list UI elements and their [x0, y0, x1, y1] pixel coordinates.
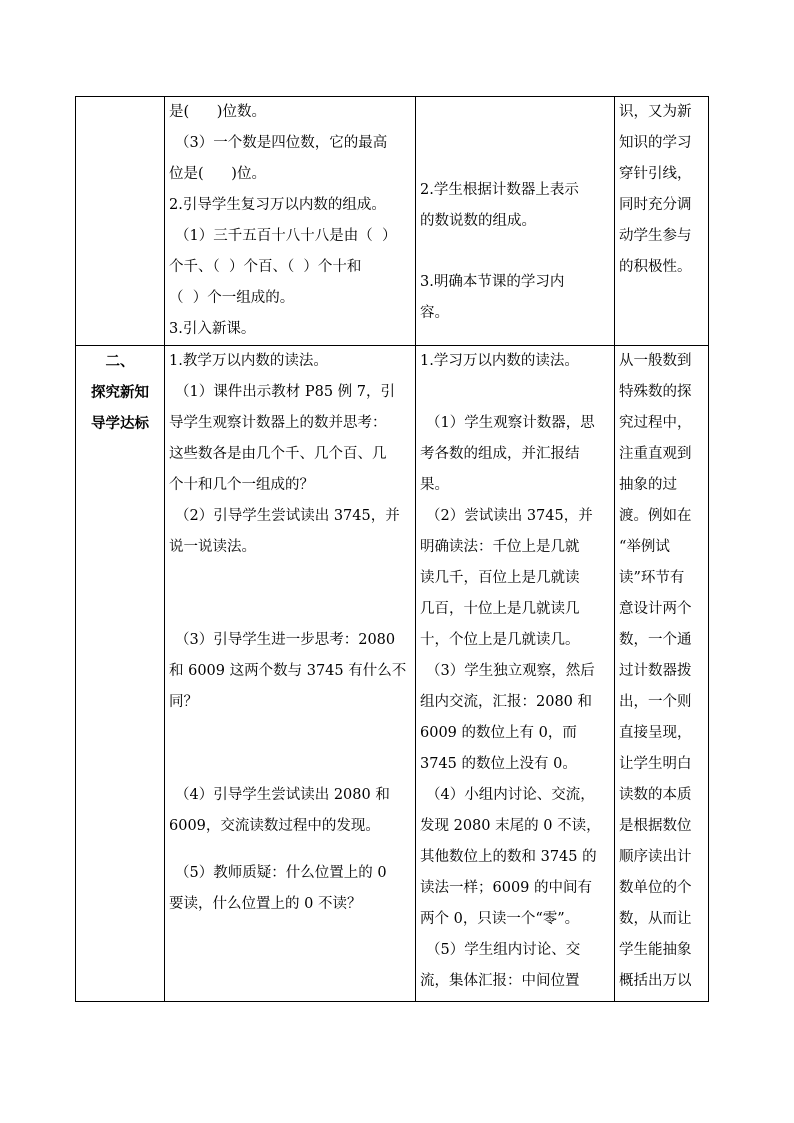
- text-line: （2）尝试读出 3745，并: [426, 508, 593, 524]
- text-line: 数单位的个: [619, 880, 692, 896]
- text-line: 读几千，百位上是几就读: [420, 570, 580, 586]
- stage-cell: [76, 346, 165, 1002]
- text-line: （5）学生组内讨论、交: [426, 942, 581, 958]
- text-line: 说一说读法。: [169, 539, 256, 555]
- text-line: 注重直观到: [619, 446, 692, 462]
- text-line: 6009，交流读数过程中的发现。: [169, 818, 380, 834]
- text-line: 十，个位上是几就读几。: [420, 632, 580, 648]
- text-line: 3.明确本节课的学习内: [420, 274, 565, 290]
- text-line: 要读，什么位置上的 0 不读？: [169, 896, 362, 912]
- text-line: 概括出万以: [619, 973, 692, 989]
- text-line: 果。: [420, 477, 449, 493]
- text-line: 渡。例如在: [619, 508, 692, 524]
- text-line: 读”环节有: [619, 570, 685, 586]
- text-line: 个千、（ ）个百、（ ）个十和: [169, 259, 362, 275]
- text-line: 组内交流，汇报：2080 和: [420, 694, 593, 710]
- text-line: 6009 的数位上有 0，而: [420, 725, 577, 741]
- student-activity-cell: [416, 97, 615, 346]
- stage-number: 二、: [105, 353, 135, 370]
- text-line: 2.学生根据计数器上表示: [420, 182, 579, 198]
- student-activity-cell: [416, 346, 615, 1002]
- text-line: 1.教学万以内数的读法。: [169, 353, 328, 369]
- text-line: 动学生参与: [619, 228, 692, 244]
- teacher-activity-cell: [165, 346, 416, 1002]
- text-line: 过计数器拨: [619, 663, 692, 679]
- text-line: 1.学习万以内数的读法。: [420, 353, 579, 369]
- text-line: （3）学生独立观察，然后: [426, 663, 595, 679]
- text-line: （ ）个一组成的。: [169, 290, 295, 306]
- text-line: 是( )位数。: [169, 104, 266, 120]
- text-line: 2.引导学生复习万以内数的组成。: [169, 197, 386, 213]
- text-line: 发现 2080 末尾的 0 不读，: [420, 818, 601, 834]
- design-intent-cell: [615, 97, 709, 346]
- text-line: 3745 的数位上没有 0。: [420, 756, 577, 772]
- text-line: 读数的本质: [619, 787, 692, 803]
- stage-title-line: 探究新知: [91, 384, 149, 401]
- text-line: 学生能抽象: [619, 942, 692, 958]
- text-line: 顺序读出计: [619, 849, 692, 865]
- text-line: （2）引导学生尝试读出 3745，并: [175, 508, 400, 524]
- text-line: （1）课件出示教材 P85 例 7，引: [175, 384, 395, 400]
- text-line: 数，从而让: [619, 911, 692, 927]
- stage-title-line: 导学达标: [91, 415, 149, 432]
- text-line: 抽象的过: [619, 477, 677, 493]
- text-line: 知识的学习: [619, 135, 692, 151]
- text-line: 从一般数到: [619, 353, 692, 369]
- text-line: （4）小组内讨论、交流，: [426, 787, 595, 803]
- text-line: 意设计两个: [619, 601, 692, 617]
- text-line: （3）一个数是四位数，它的最高: [175, 135, 388, 151]
- text-line: 明确读法：千位上是几就: [420, 539, 580, 555]
- text-line: 出，一个则: [619, 694, 692, 710]
- text-line: “举例试: [619, 539, 670, 555]
- text-line: （1）三千五百十八十八是由（ ）: [175, 228, 397, 244]
- text-line: 直接呈现，: [619, 725, 692, 741]
- lesson-plan-table: [75, 96, 709, 1002]
- text-line: 特殊数的探: [619, 384, 692, 400]
- text-line: 容。: [420, 305, 449, 321]
- text-line: 流，集体汇报：中间位置: [420, 973, 580, 989]
- text-line: 这些数各是由几个千、几个百、几: [169, 446, 387, 462]
- text-line: 3.引入新课。: [169, 321, 256, 337]
- design-intent-cell: [615, 346, 709, 1002]
- text-line: 识，又为新: [619, 104, 692, 120]
- text-line: （5）教师质疑：什么位置上的 0: [175, 865, 387, 881]
- text-line: 考各数的组成，并汇报结: [420, 446, 580, 462]
- table-row: [76, 346, 709, 1002]
- text-line: （4）引导学生尝试读出 2080 和: [175, 787, 390, 803]
- text-line: 穿针引线，: [619, 166, 692, 182]
- text-line: 导学生观察计数器上的数并思考：: [169, 415, 387, 431]
- text-line: 的积极性。: [619, 259, 692, 275]
- text-line: 位是( )位。: [169, 166, 266, 182]
- text-line: 同时充分调: [619, 197, 692, 213]
- text-line: 读法一样；6009 的中间有: [420, 880, 593, 896]
- text-line: 让学生明白: [619, 756, 692, 772]
- text-line: 和 6009 这两个数与 3745 有什么不: [169, 663, 407, 679]
- stage-cell: [76, 97, 165, 346]
- text-line: 几百，十位上是几就读几: [420, 601, 580, 617]
- table-row: [76, 97, 709, 346]
- text-line: 是根据数位: [619, 818, 692, 834]
- text-line: 两个 0，只读一个“零”。: [420, 911, 580, 927]
- text-line: 数，一个通: [619, 632, 692, 648]
- text-line: （3）引导学生进一步思考：2080: [175, 632, 396, 648]
- text-line: 同？: [169, 694, 198, 710]
- text-line: 的数说数的组成。: [420, 213, 536, 229]
- text-line: 个十和几个一组成的？: [169, 477, 314, 493]
- text-line: 究过程中，: [619, 415, 692, 431]
- text-line: （1）学生观察计数器，思: [426, 415, 595, 431]
- teacher-activity-cell: [165, 97, 416, 346]
- text-line: 其他数位上的数和 3745 的: [420, 849, 597, 865]
